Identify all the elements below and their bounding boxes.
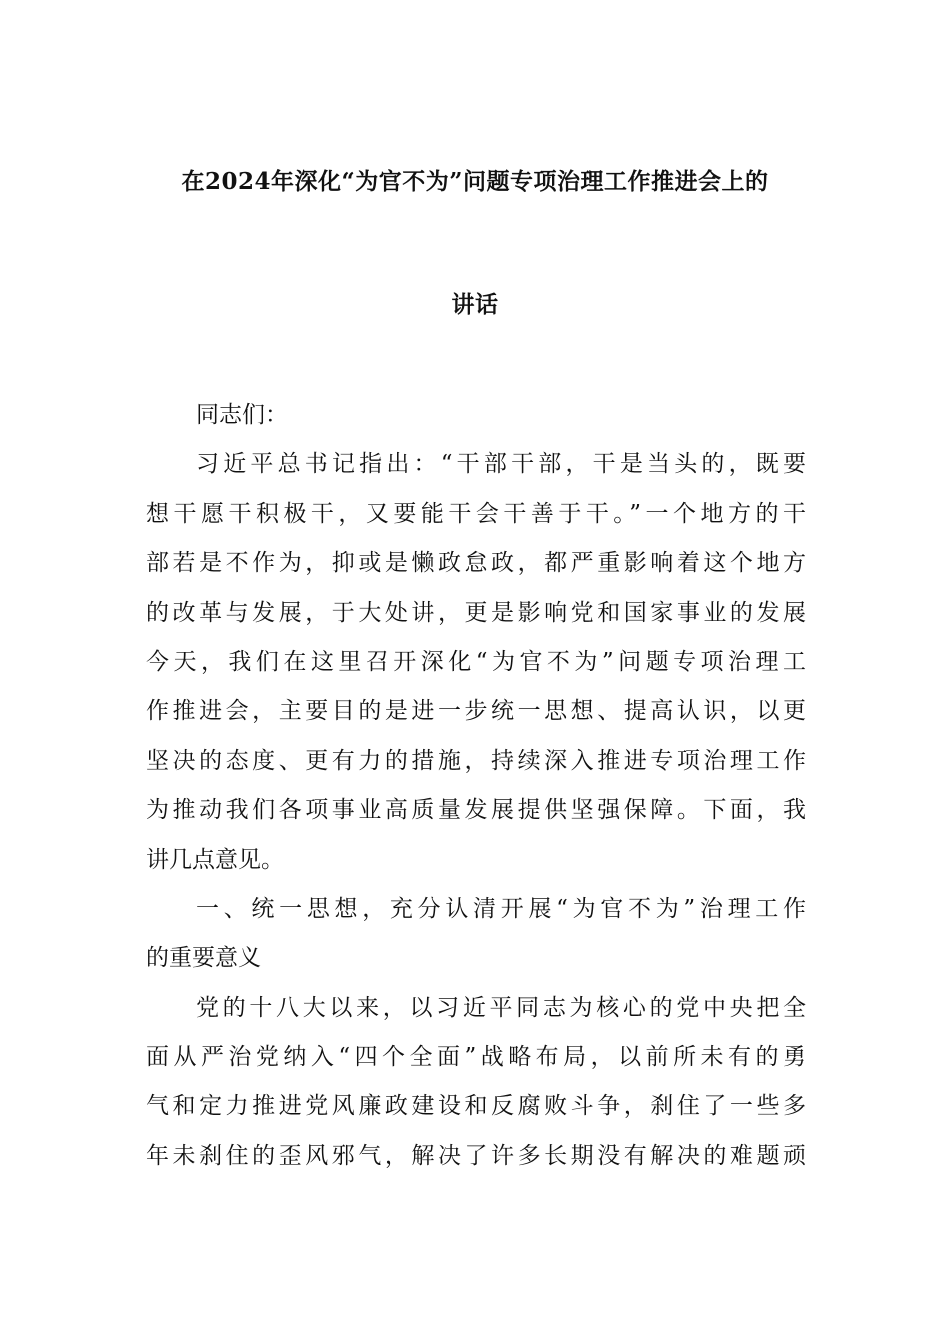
paragraph-line: 部若是不作为，抑或是懒政怠政，都严重影响着这个地方: [146, 550, 806, 577]
paragraph-line: 想干愿干积极干，又要能干会干善于干。”一个地方的干: [146, 500, 806, 527]
salutation: 同志们：: [196, 402, 288, 428]
paragraph-line: 面从严治党纳入“四个全面”战略布局，以前所未有的勇: [146, 1044, 806, 1071]
paragraph-line: 坚决的态度、更有力的措施，持续深入推进专项治理工作: [146, 747, 806, 774]
paragraph-line: 为推动我们各项事业高质量发展提供坚强保障。下面，我: [146, 797, 806, 824]
paragraph-line: 习近平总书记指出：“干部干部，干是当头的，既要: [196, 451, 806, 478]
paragraph-line: 的改革与发展，于大处讲，更是影响党和国家事业的发展: [146, 599, 806, 626]
paragraph-line: 作推进会，主要目的是进一步统一思想、提高认识，以更: [146, 698, 806, 725]
document-title-line-2: 讲话: [451, 291, 499, 318]
paragraph-line: 党的十八大以来，以习近平同志为核心的党中央把全: [196, 994, 806, 1021]
paragraph-line: 今天，我们在这里召开深化“为官不为”问题专项治理工: [146, 648, 806, 675]
section-heading-line: 一、统一思想，充分认清开展“为官不为”治理工作: [196, 895, 806, 922]
section-heading-line: 的重要意义: [146, 945, 261, 972]
paragraph-line: 气和定力推进党风廉政建设和反腐败斗争，刹住了一些多: [146, 1093, 806, 1120]
document-body: [146, 398, 806, 1188]
paragraph-line: 年未刹住的歪风邪气，解决了许多长期没有解决的难题顽: [146, 1142, 806, 1169]
paragraph-line: 讲几点意见。: [146, 846, 284, 873]
document-title-line-1: 在2024年深化“为官不为”问题专项治理工作推进会上的: [181, 168, 769, 195]
